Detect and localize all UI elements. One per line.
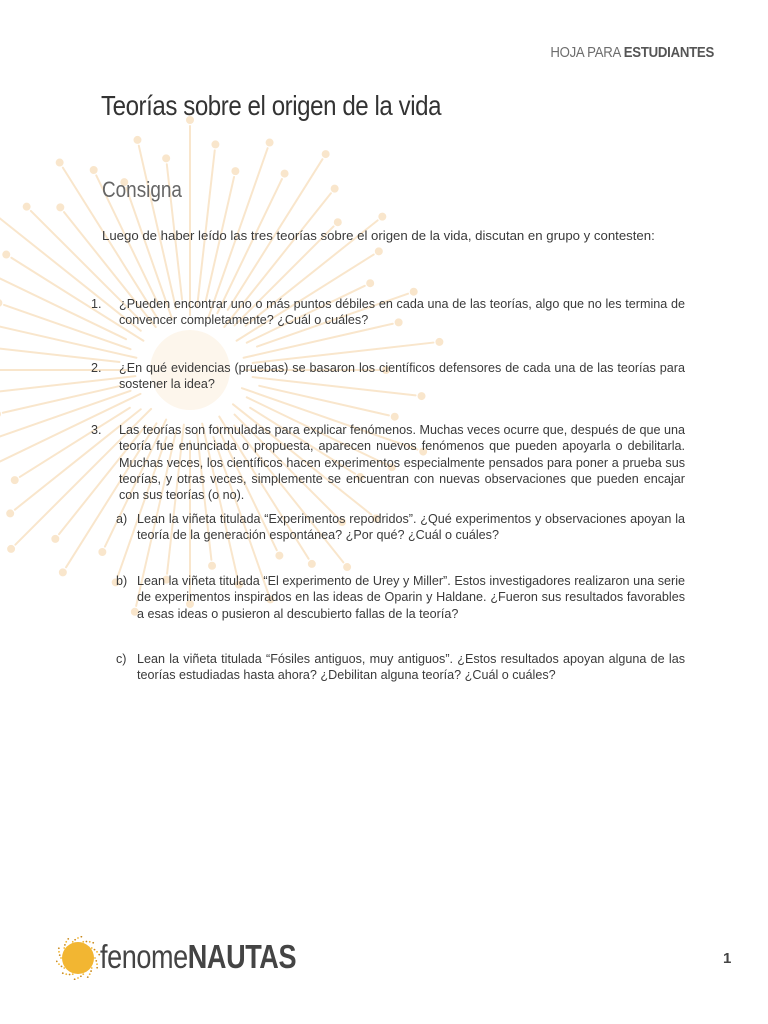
burst-dot (379, 214, 385, 220)
logo-text-bold: NAUTAS (187, 938, 297, 975)
logo-dot (94, 949, 96, 951)
burst-dot (163, 155, 169, 161)
logo-dot (77, 977, 79, 979)
logo-dot (91, 947, 93, 949)
burst-dot (282, 171, 288, 177)
burst-dot (12, 477, 18, 483)
question-text: Las teorías son formuladas para explicar fenómenos. Muchas veces ocurre que, después de que una teoría fue enunciada o propuesta, aparecen nuevos fenómenos que pueden apoyarla o debilitarla. Muchas veces, los científicos hacen experimentos especialmente pensados para poner a prueba sus teorías, y otras veces, simplemente se encuentran con nuevas observaciones que pueden encajar con sus teorías (o no). (119, 423, 685, 503)
burst-dot (392, 414, 398, 420)
page-number: 1 (723, 950, 732, 967)
question-number: 2. (91, 361, 102, 375)
logo-dot (63, 947, 65, 949)
logo-dot (56, 960, 58, 962)
burst-dot (0, 300, 1, 306)
logo-dot (60, 957, 62, 959)
logo-dot (58, 947, 60, 949)
burst-dot (60, 569, 66, 575)
logo-dot (69, 974, 71, 976)
logo-dot (65, 941, 67, 943)
header-strong: ESTUDIANTES (623, 44, 714, 61)
subquestion-letter: a) (116, 512, 128, 526)
logo-dot (77, 937, 79, 939)
burst-dot (57, 204, 63, 210)
subquestion-letter: b) (116, 574, 128, 588)
document-header (550, 44, 714, 61)
brand-logo-text (100, 938, 296, 976)
logo-dot (85, 941, 87, 943)
burst-dot (52, 536, 58, 542)
logo-dot (94, 957, 96, 959)
logo-dot (64, 944, 66, 946)
burst-dot (419, 393, 425, 399)
subquestion-letter: c) (116, 652, 127, 666)
logo-dot (65, 973, 67, 975)
burst-ray (0, 376, 135, 395)
question-number: 1. (91, 297, 102, 311)
logo-dot (74, 978, 76, 980)
logo-dot (80, 975, 82, 977)
burst-dot (134, 137, 140, 143)
logo-dot (80, 936, 82, 938)
logo-dot (58, 963, 60, 965)
burst-dot (57, 160, 63, 166)
page-title: Teorías sobre el origen de la vida (101, 90, 442, 121)
question-text: ¿Pueden encontrar uno o más puntos débiles en cada una de las teorías, algo que no les termina de convencer completamente? ¿Cuál o cuáles? (119, 297, 685, 328)
logo-dot (95, 960, 97, 962)
burst-dot (376, 248, 382, 254)
subquestion-text: Lean la viñeta titulada “Fósiles antiguos, muy antiguos”. ¿Estos resultados apoyan alguna de las teorías estudiadas hasta ahora? ¿Debilitan alguna teoría? ¿Cuál o cuáles? (137, 652, 685, 683)
burst-dot (267, 140, 273, 146)
logo-dot (67, 938, 69, 940)
logo-dot (61, 965, 63, 967)
logo-dot (74, 939, 76, 941)
logo-dot (72, 941, 74, 943)
burst-dot (209, 563, 215, 569)
burst-dot (8, 546, 14, 552)
burst-dot (367, 280, 373, 286)
subquestion-text: Lean la viñeta titulada “El experimento de Urey y Miller”. Estos investigadores realizaron una serie de experimentos inspirados en las ideas de Oparin y Haldane. ¿Fueron sus resultados favorables a esas ideas o pusieron al descubierto fallas de la teoría? (137, 574, 685, 621)
logo-dot (82, 973, 84, 975)
burst-dot (212, 141, 218, 147)
burst-dot (323, 151, 329, 157)
burst-dot (411, 289, 417, 295)
logo-dot (91, 967, 93, 969)
burst-dot (232, 168, 238, 174)
logo-dot (72, 973, 74, 975)
logo-dot (87, 976, 89, 978)
burst-dot (91, 167, 97, 173)
burst-dot (24, 204, 30, 210)
logo-dot (62, 972, 64, 974)
logo-dot (90, 970, 92, 972)
question-number: 3. (91, 423, 102, 437)
burst-dot (309, 561, 315, 567)
burst-dot (3, 252, 9, 258)
burst-dot (436, 339, 442, 345)
burst-dot (99, 549, 105, 555)
burst-dot (276, 553, 282, 559)
burst-ray (244, 324, 393, 358)
logo-dot (89, 973, 91, 975)
burst-dot (7, 510, 13, 516)
logo-text-light: fenome (100, 938, 188, 975)
logo-dot (89, 941, 91, 943)
logo-dot (96, 963, 98, 965)
section-heading: Consigna (102, 177, 182, 202)
logo-dot (58, 951, 60, 953)
subquestion-text: Lean la viñeta titulada “Experimentos repodridos”. ¿Qué experimentos y observaciones apoyan la teoría de la generación espontánea? ¿Por qué? ¿Cuál o cuáles? (137, 512, 685, 543)
header-prefix: HOJA PARA (550, 44, 621, 61)
logo-dot (96, 951, 98, 953)
logo-dot (96, 967, 98, 969)
burst-dot (332, 186, 338, 192)
burst-dot (344, 564, 350, 570)
logo-dot (63, 967, 65, 969)
question-text: ¿En qué evidencias (pruebas) se basaron los científicos defensores de cada una de las teorías para sostener la idea? (119, 361, 685, 392)
logo-dot (82, 941, 84, 943)
logo-dot (59, 954, 61, 956)
logo-dot (92, 942, 94, 944)
intro-paragraph: Luego de haber leído las tres teorías sobre el origen de la vida, discutan en grupo y contesten: (102, 228, 655, 243)
